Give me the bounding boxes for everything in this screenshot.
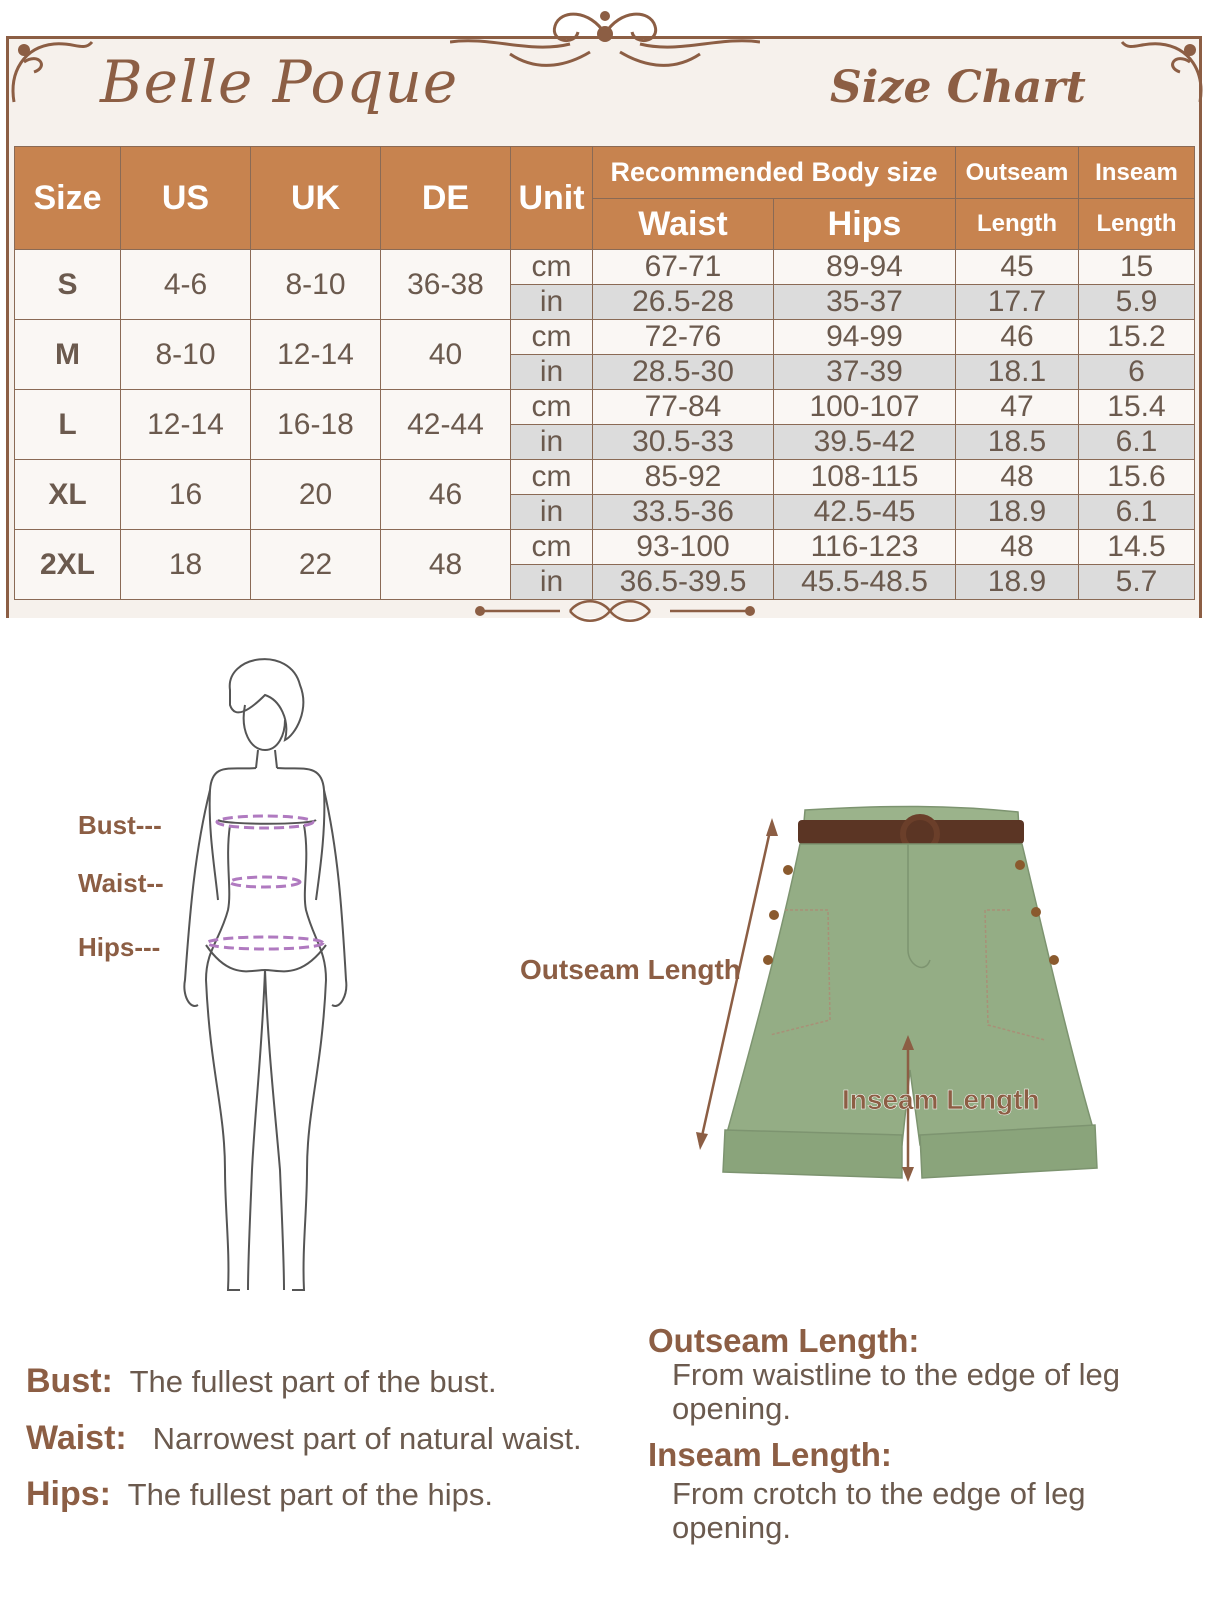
bust-figure-label: Bust--- (78, 810, 162, 840)
outseam-definition-term: Outseam Length: (648, 1322, 920, 1359)
waist-cell: 28.5-30 (593, 355, 774, 390)
table-row (15, 320, 1195, 355)
hips-cell: 116-123 (774, 530, 956, 565)
us-cell: 8-10 (121, 320, 251, 390)
waist-cell: 67-71 (593, 250, 774, 285)
inseam-cell: 5.9 (1079, 285, 1195, 320)
top-flourish-ornament (450, 4, 760, 74)
outseam-cell: 18.9 (956, 565, 1079, 600)
outseam-cell: 18.1 (956, 355, 1079, 390)
waist-cell: 93-100 (593, 530, 774, 565)
size-cell: S (15, 250, 121, 320)
uk-cell: 20 (251, 460, 381, 530)
size-table (14, 146, 1195, 600)
outseam-definition-text: From waistline to the edge of leg opening. (672, 1357, 1121, 1426)
hips-cell: 37-39 (774, 355, 956, 390)
header-waist: Waist (593, 199, 774, 250)
outseam-cell: 46 (956, 320, 1079, 355)
unit-cell: in (511, 285, 593, 320)
hips-figure-label: Hips--- (78, 932, 161, 962)
hips-term: Hips: (26, 1475, 111, 1513)
bust-definition (26, 1362, 497, 1401)
hips-cell: 42.5-45 (774, 495, 956, 530)
outseam-cell: 17.7 (956, 285, 1079, 320)
size-cell: L (15, 390, 121, 460)
shorts-product-illustration (690, 800, 1110, 1190)
table-row (15, 460, 1195, 495)
de-cell: 48 (381, 530, 511, 600)
unit-cell: cm (511, 530, 593, 565)
hips-cell: 39.5-42 (774, 425, 956, 460)
waist-figure-label: Waist-- (78, 868, 164, 898)
hips-cell: 108-115 (774, 460, 956, 495)
table-row (15, 390, 1195, 425)
de-cell: 46 (381, 460, 511, 530)
body-figure-illustration (170, 650, 360, 1300)
header-inseam-line1: Inseam (1079, 147, 1195, 199)
header-inseam-line2: Length (1079, 199, 1195, 250)
us-cell: 16 (121, 460, 251, 530)
outseam-figure-label: Outseam Length (520, 954, 741, 985)
inseam-cell: 6 (1079, 355, 1195, 390)
brand-logo-text: Belle Poque (100, 48, 459, 116)
hips-cell: 94-99 (774, 320, 956, 355)
unit-cell: cm (511, 320, 593, 355)
de-cell: 42-44 (381, 390, 511, 460)
waist-cell: 36.5-39.5 (593, 565, 774, 600)
header-recommended-body-size: Recommended Body size (593, 147, 956, 199)
hips-cell: 45.5-48.5 (774, 565, 956, 600)
inseam-cell: 6.1 (1079, 495, 1195, 530)
header-outseam-line2: Length (956, 199, 1079, 250)
inseam-cell: 5.7 (1079, 565, 1195, 600)
header-uk: UK (251, 147, 381, 250)
uk-cell: 8-10 (251, 250, 381, 320)
header-outseam-line1: Outseam (956, 147, 1079, 199)
unit-cell: in (511, 355, 593, 390)
header-hips: Hips (774, 199, 956, 250)
inseam-definition-text: From crotch to the edge of leg opening. (672, 1476, 1086, 1545)
outseam-cell: 45 (956, 250, 1079, 285)
waist-cell: 72-76 (593, 320, 774, 355)
uk-cell: 12-14 (251, 320, 381, 390)
waist-cell: 30.5-33 (593, 425, 774, 460)
inseam-figure-label: Inseam Length (842, 1084, 1040, 1115)
bust-text: The fullest part of the bust. (129, 1364, 497, 1399)
hips-text: The fullest part of the hips. (127, 1477, 493, 1512)
size-cell: M (15, 320, 121, 390)
inseam-cell: 14.5 (1079, 530, 1195, 565)
table-row (15, 250, 1195, 285)
header-unit: Unit (511, 147, 593, 250)
waist-text: Narrowest part of natural waist. (152, 1421, 582, 1456)
waist-cell: 33.5-36 (593, 495, 774, 530)
unit-cell: in (511, 425, 593, 460)
corner-ornament-left (4, 32, 94, 112)
header-size: Size (15, 147, 121, 250)
unit-cell: cm (511, 390, 593, 425)
waist-term: Waist: (26, 1419, 127, 1457)
de-cell: 36-38 (381, 250, 511, 320)
inseam-cell: 6.1 (1079, 425, 1195, 460)
header-us: US (121, 147, 251, 250)
uk-cell: 16-18 (251, 390, 381, 460)
corner-ornament-right (1120, 32, 1210, 112)
hips-cell: 89-94 (774, 250, 956, 285)
inseam-cell: 15.6 (1079, 460, 1195, 495)
unit-cell: in (511, 565, 593, 600)
waist-definition (26, 1419, 582, 1458)
outseam-cell: 48 (956, 530, 1079, 565)
hips-cell: 100-107 (774, 390, 956, 425)
waist-cell: 77-84 (593, 390, 774, 425)
inseam-cell: 15 (1079, 250, 1195, 285)
size-cell: XL (15, 460, 121, 530)
inseam-cell: 15.2 (1079, 320, 1195, 355)
us-cell: 4-6 (121, 250, 251, 320)
hips-definition (26, 1475, 493, 1514)
table-row (15, 530, 1195, 565)
unit-cell: in (511, 495, 593, 530)
outseam-cell: 18.5 (956, 425, 1079, 460)
inseam-cell: 15.4 (1079, 390, 1195, 425)
outseam-cell: 18.9 (956, 495, 1079, 530)
chart-title: Size Chart (830, 62, 1086, 113)
us-cell: 18 (121, 530, 251, 600)
bust-term: Bust: (26, 1362, 113, 1400)
unit-cell: cm (511, 250, 593, 285)
bottom-flourish-ornament (470, 596, 760, 626)
inseam-definition-term: Inseam Length: (648, 1436, 892, 1473)
uk-cell: 22 (251, 530, 381, 600)
unit-cell: cm (511, 460, 593, 495)
header-de: DE (381, 147, 511, 250)
de-cell: 40 (381, 320, 511, 390)
hips-cell: 35-37 (774, 285, 956, 320)
outseam-cell: 47 (956, 390, 1079, 425)
us-cell: 12-14 (121, 390, 251, 460)
size-cell: 2XL (15, 530, 121, 600)
waist-cell: 26.5-28 (593, 285, 774, 320)
outseam-cell: 48 (956, 460, 1079, 495)
waist-cell: 85-92 (593, 460, 774, 495)
